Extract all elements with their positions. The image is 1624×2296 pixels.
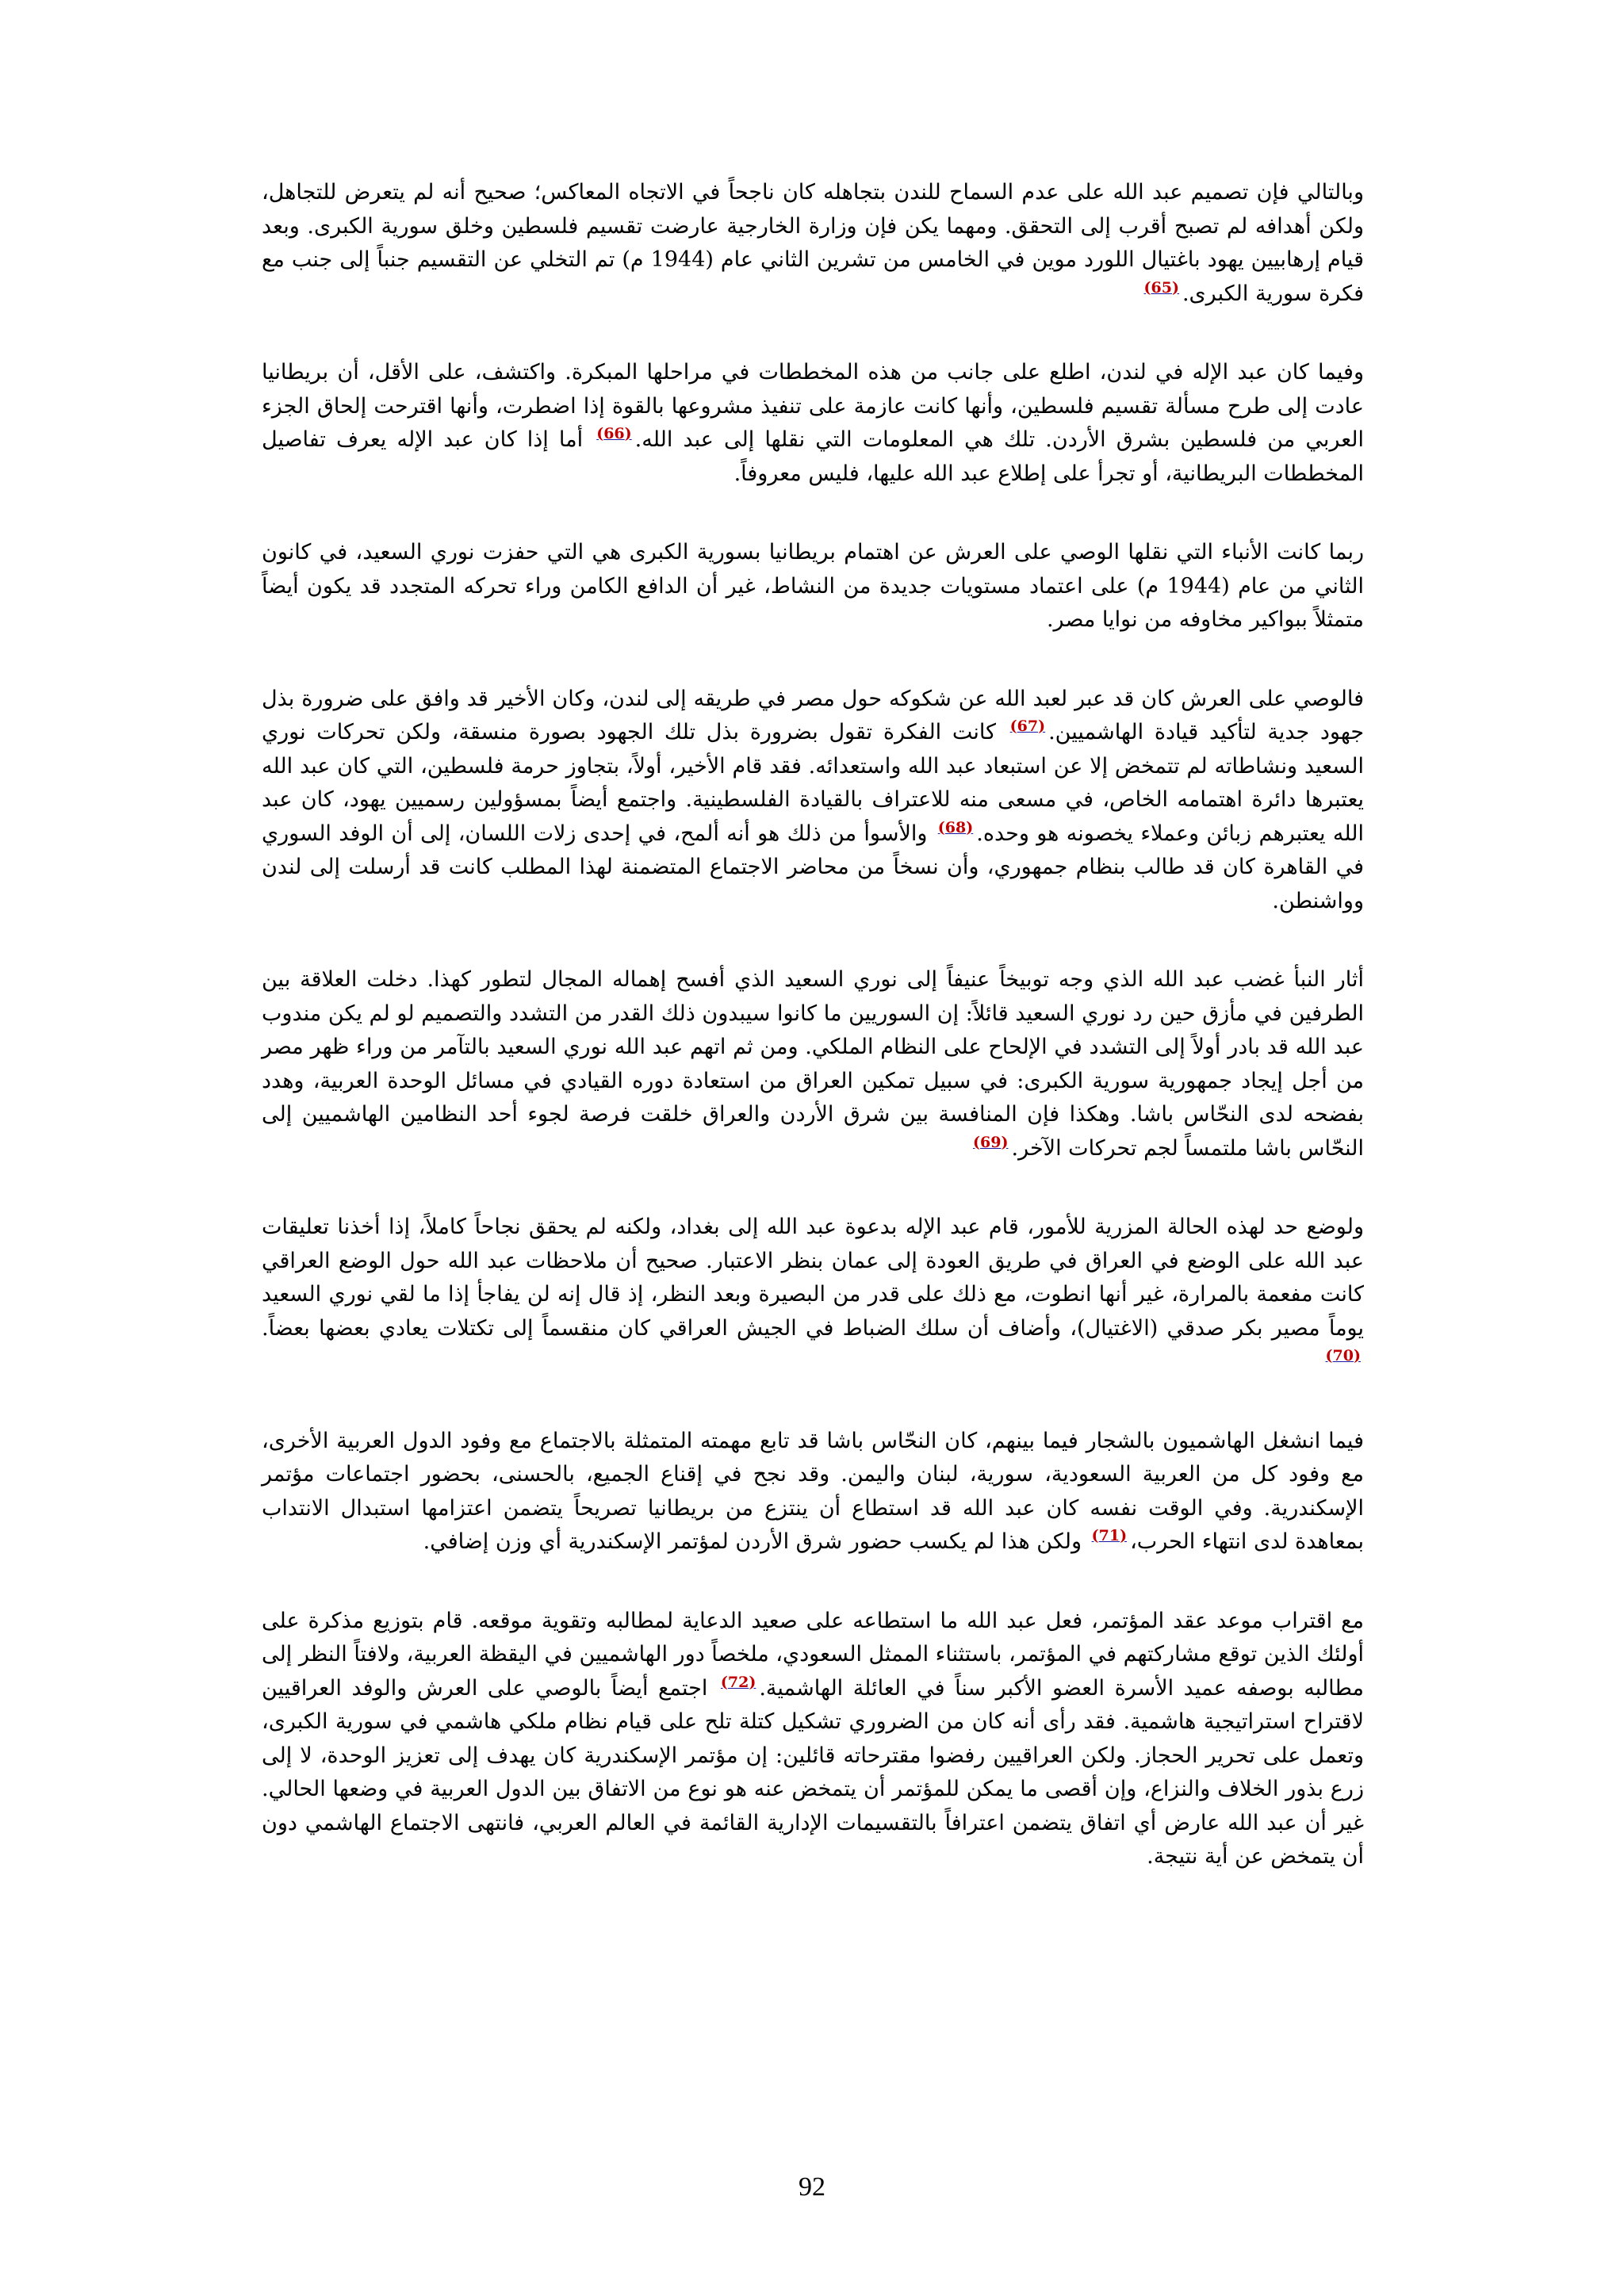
paragraph-text: مع اقتراب موعد عقد المؤتمر، فعل عبد الله ما استطاعه على صعيد الدعاية لمطالبه وتقوية موقعه. قام بتوزيع مذكرة على أولئك الذين توقع مشاركتهم في المؤتمر، باستثناء الممثل السعودي، ملخصاً دور الهاشميين في اليقظة العربية، ولافتاً النظر إلى مطالبه بوصفه عميد الأسرة العضو الأكبر سناً في العائلة الهاشمية. bbox=[262, 1608, 1364, 1701]
paragraph bbox=[262, 1425, 1364, 1559]
footnote-link[interactable]: (67) bbox=[1009, 718, 1046, 735]
footnote-link[interactable]: (72) bbox=[720, 1673, 756, 1691]
paragraph-text: أثار النبأ غضب عبد الله الذي وجه توبيخاً عنيفاً إلى نوري السعيد الذي أفسح إهماله المجال لتطور كهذا. دخلت العلاقة بين الطرفين في مأزق حين رد نوري السعيد قائلاً: إن السوريين ما كانوا سيبدون ذلك القدر من التشدد والتصميم لو لم يكن مندوب عبد الله قد بادر أولاً إلى التشدد في الإلحاح على النظام الملكي. ومن ثم اتهم عبد الله نوري السعيد بالتآمر من وراء ظهر مصر من أجل إيجاد جمهورية سورية الكبرى: في سبيل تمكين العراق من استعادة دوره القيادي في مسائل الوحدة العربية، وهدد بفضحه لدى النحّاس باشا. وهكذا فإن المنافسة بين شرق الأردن والعراق خلقت فرصة لجوء أحد النظامين الهاشميين إلى النحّاس باشا ملتمساً لجم تحركات الآخر. bbox=[262, 967, 1364, 1161]
paragraph bbox=[262, 963, 1364, 1165]
paragraph bbox=[262, 356, 1364, 491]
paragraph-text: كانت الفكرة تقول بضرورة بذل تلك الجهود بصورة منسقة، ولكن تحركات نوري السعيد ونشاطاته لم تتمخض إلا عن استبعاد عبد الله واستعدائه. فقد قام الأخير، أولاً، بتجاوز حرمة فلسطين، التي كان عبد الله يعتبرها دائرة اهتمامه الخاص، في مسعى منه للاعتراف بالقيادة الفلسطينية. واجتمع أيضاً بمسؤولين رسميين يهود، كان عبد الله يعتبرهم زبائن وعملاء يخصونه هو وحده. bbox=[262, 720, 1364, 846]
paragraph-text: ولوضع حد لهذه الحالة المزرية للأمور، قام عبد الإله بدعوة عبد الله إلى بغداد، ولكنه لم يحقق نجاحاً كاملاً، إذا أخذنا تعليقات عبد الله على الوضع في العراق في طريق العودة إلى عمان بنظر الاعتبار. صحيح أن ملاحظات عبد الله حول الوضع العراقي كانت مفعمة بالمرارة، غير أنها انطوت، مع ذلك على قدر من البصيرة وبعد النظر، إذ قال إنه لن يفاجأ إذا ما لقي نوري السعيد يوماً مصير بكر صدقي (الاغتيال)، وأضاف أن سلك الضباط في الجيش العراقي كان منقسماً إلى تكتلات يعادي بعضها بعضاً. bbox=[262, 1215, 1364, 1341]
paragraph-text: أما إذا كان عبد الإله يعرف تفاصيل المخططات البريطانية، أو تجرأ على إطلاع عبد الله عليها، فليس معروفاً. bbox=[262, 427, 1364, 486]
paragraph-text: فالوصي على العرش كان قد عبر لعبد الله عن شكوكه حول مصر في طريقه إلى لندن، وكان الأخير قد وافق على ضرورة بذل جهود جدية لتأكيد قيادة الهاشميين. bbox=[262, 686, 1365, 744]
page-body bbox=[262, 176, 1364, 1919]
paragraph bbox=[262, 176, 1364, 311]
paragraph-text: والأسوأ من ذلك هو أنه ألمح، في إحدى زلات اللسان، إلى أن الوفد السوري في القاهرة كان قد طالب بنظام جمهوري، وأن نسخاً من محاضر الاجتماع المتضمنة لهذا المطلب كانت قد أرسلت إلى لندن وواشنطن. bbox=[262, 821, 1364, 913]
footnote-link[interactable]: (65) bbox=[1143, 278, 1179, 297]
paragraph-text: وبالتالي فإن تصميم عبد الله على عدم السماح للندن بتجاهله كان ناجحاً في الاتجاه المعاكس؛ صحيح أنه لم يتعرض للتجاهل، ولكن أهدافه لم تصبح أقرب إلى التحقق. ومهما يكن فإن وزارة الخارجية عارضت تقسيم فلسطين وخلق سورية الكبرى. وبعد قيام إرهابيين يهود باغتيال اللورد موين في الخامس من تشرين الثاني عام (1944 م) تم التخلي عن التقسيم جنباً إلى جنب مع فكرة سورية الكبرى. bbox=[262, 180, 1364, 306]
footnote-link[interactable]: (70) bbox=[1325, 1347, 1361, 1364]
paragraph bbox=[262, 1605, 1364, 1874]
paragraph bbox=[262, 1211, 1364, 1380]
page-number: 92 bbox=[799, 2172, 825, 2202]
paragraph-text: وفيما كان عبد الإله في لندن، اطلع على جانب من هذه المخططات في مراحلها المبكرة. واكتشف، على الأقل، أن بريطانيا عادت إلى طرح مسألة تقسيم فلسطين، وأنها كانت عازمة على تنفيذ مشروعها بالقوة إذا اضطرت، وأنها اقترحت إلحاق الجزء العربي من فلسطين بشرق الأردن. تلك هي المعلومات التي نقلها إلى عبد الله. bbox=[262, 360, 1364, 452]
paragraph-text: ربما كانت الأنباء التي نقلها الوصي على العرش عن اهتمام بريطانيا بسورية الكبرى هي التي حفزت نوري السعيد، في كانون الثاني من عام (1944 م) على اعتماد مستويات جديدة من النشاط، غير أن الدافع الكامن وراء تحركه المتجدد قد يكون أيضاً متمثلاً ببواكير مخاوفه من نوايا مصر. bbox=[262, 540, 1364, 632]
footnote-link[interactable]: (71) bbox=[1091, 1527, 1128, 1544]
paragraph-text: اجتمع أيضاً بالوصي على العرش والوفد العراقيين لاقتراح استراتيجية هاشمية. فقد رأى أنه كان من الضروري تشكيل كتلة تلح على قيام نظام ملكي هاشمي في سورية الكبرى، وتعمل على تحرير الحجاز. ولكن العراقيين رفضوا مقترحاته قائلين: إن مؤتمر الإسكندرية كان يهدف إلى تعزيز الوحدة، لا إلى زرع بذور الخلاف والنزاع، وإن أقصى ما يمكن للمؤتمر أن يتمخض عنه هو نوع من الاتفاق بين الدول العربية في وضعها الحالي. غير أن عبد الله عارض أي اتفاق يتضمن اعترافاً بالتقسيمات الإدارية القائمة في العالم العربي، فانتهى الاجتماع الهاشمي دون أن يتمخض عن أية نتيجة. bbox=[262, 1675, 1364, 1869]
paragraph-text: ولكن هذا لم يكسب حضور شرق الأردن لمؤتمر الإسكندرية أي وزن إضافي. bbox=[423, 1529, 1089, 1554]
paragraph bbox=[262, 683, 1364, 919]
footnote-link[interactable]: (69) bbox=[973, 1133, 1009, 1151]
paragraph bbox=[262, 536, 1364, 637]
paragraph-text: فيما انشغل الهاشميون بالشجار فيما بينهم، كان النحّاس باشا قد تابع مهمته المتمثلة بالاجتماع مع وفود الدول العربية الأخرى، مع وفود كل من العربية السعودية، سورية، لبنان واليمن. وقد نجح في إقناع الجميع، بالحسنى، بحضور اجتماعات مؤتمر الإسكندرية. وفي الوقت نفسه كان عبد الله قد استطاع أن ينتزع من بريطانيا تصريحاً يتضمن اعتزامها استبدال الانتداب بمعاهدة لدى انتهاء الحرب، bbox=[262, 1428, 1364, 1554]
footnote-link[interactable]: (66) bbox=[596, 425, 632, 442]
footnote-link[interactable]: (68) bbox=[937, 818, 974, 836]
